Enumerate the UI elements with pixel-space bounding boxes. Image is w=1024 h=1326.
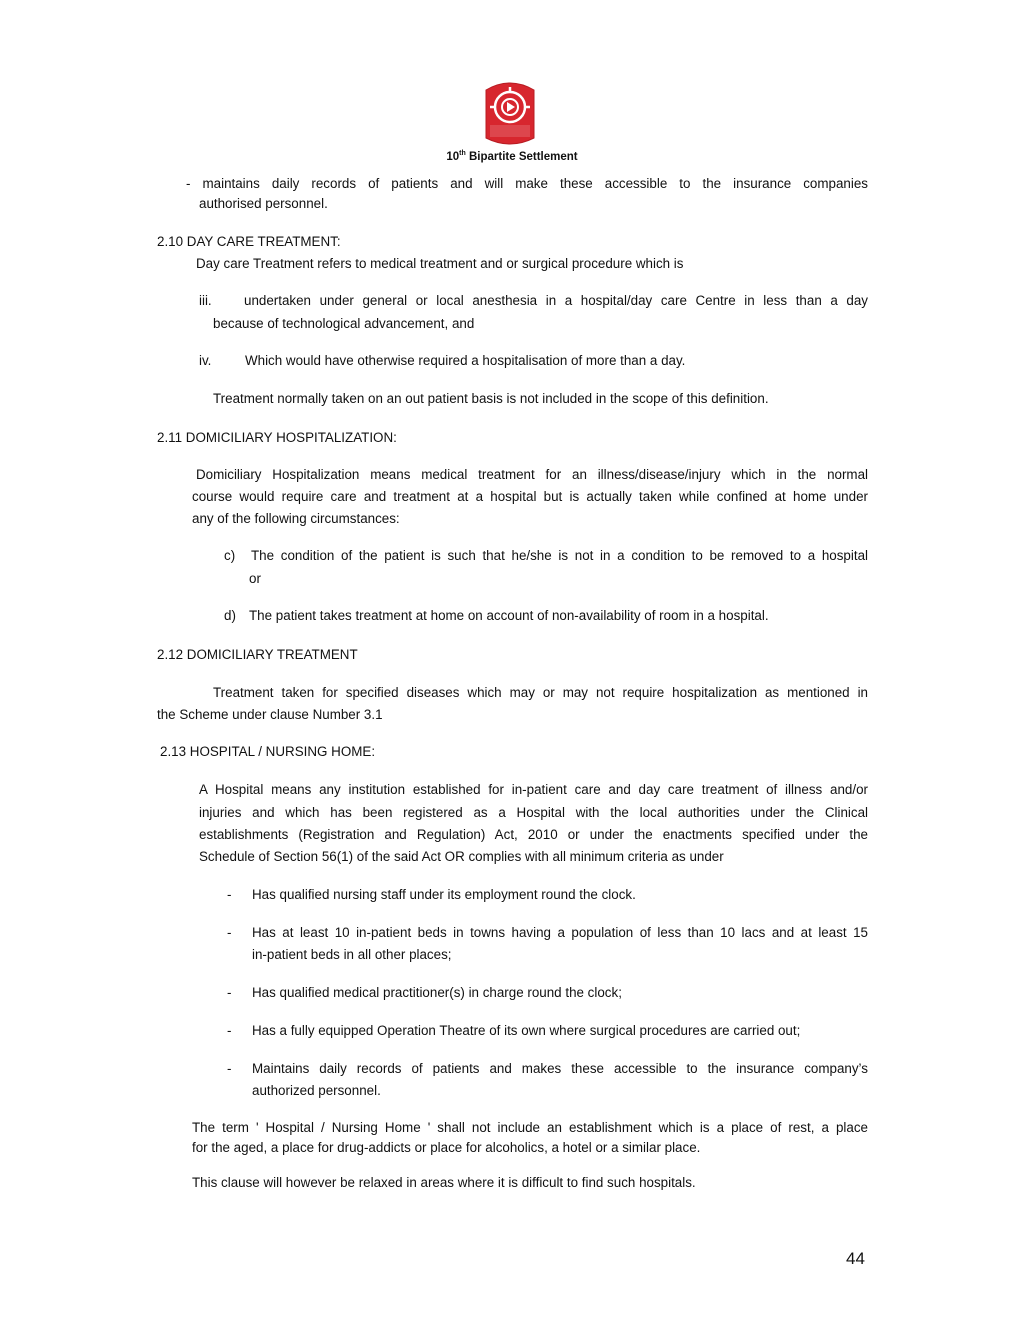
item-d-marker: d)	[224, 608, 236, 623]
bullet-dash: -	[227, 1023, 232, 1038]
section-2-11-para-line-3: any of the following circumstances:	[192, 511, 400, 526]
section-2-11-para-line-1: Domiciliary Hospitalization means medical treatment for an illness/disease/injury which in the normal	[196, 467, 868, 482]
item-c-marker: c)	[224, 548, 236, 563]
section-2-12-heading: 2.12 DOMICILIARY TREATMENT	[157, 647, 358, 662]
page-number: 44	[846, 1249, 865, 1268]
item-iii-line-1: undertaken under general or local anesthesia in a hospital/day care Centre in less than a day	[244, 293, 868, 308]
section-2-13-heading: 2.13 HOSPITAL / NURSING HOME:	[160, 744, 376, 759]
header-sup: th	[459, 150, 466, 157]
bullet-2-line-1: Has at least 10 in-patient beds in towns having a population of less than 10 lacs and at least 15	[252, 925, 868, 940]
bullet-2-line-2: in-patient beds in all other places;	[252, 947, 452, 962]
section-2-10-lead: Day care Treatment refers to medical treatment and or surgical procedure which is	[196, 256, 684, 271]
bullet-5-line-1: Maintains daily records of patients and makes these accessible to the insurance company’s	[252, 1061, 868, 1076]
section-2-13-para-line-3: establishments (Registration and Regulation) Act, 2010 or under the enactments specified under the	[199, 827, 868, 842]
bullet-1-text: Has qualified nursing staff under its employment round the clock.	[252, 887, 636, 902]
section-2-10-note: Treatment normally taken on an out patient basis is not included in the scope of this definition.	[213, 391, 769, 406]
section-2-11-heading: 2.11 DOMICILIARY HOSPITALIZATION:	[157, 430, 397, 445]
section-2-13-para-line-2: injuries and which has been registered as a Hospital with the local authorities under the Clinical	[199, 805, 868, 820]
relax-clause: This clause will however be relaxed in areas where it is difficult to find such hospitals.	[192, 1175, 696, 1190]
term-line-1: The term ' Hospital / Nursing Home ' shall not include an establishment which is a place of rest, a place	[192, 1120, 868, 1135]
bullet-5-line-2: authorized personnel.	[252, 1083, 381, 1098]
bullet-dash: -	[227, 887, 232, 902]
item-c-line-1: The condition of the patient is such that he/she is not in a condition to be removed to a hospital	[251, 548, 868, 563]
header-title: Bipartite Settlement	[468, 150, 578, 163]
item-c-line-2: or	[249, 571, 261, 586]
item-iii-marker: iii.	[199, 293, 212, 308]
bullet-dash: -	[227, 1061, 232, 1076]
item-d-text: The patient takes treatment at home on account of non-availability of room in a hospital.	[249, 608, 769, 623]
intro-line-2: authorised personnel.	[199, 196, 328, 211]
item-iii-line-2: because of technological advancement, and	[213, 316, 475, 331]
item-iv-text: Which would have otherwise required a hospitalisation of more than a day.	[245, 353, 686, 368]
intro-line-1: - maintains daily records of patients and will make these accessible to the insurance companies	[186, 176, 868, 191]
item-iv-marker: iv.	[199, 353, 212, 368]
term-line-2: for the aged, a place for drug-addicts or place for alcoholics, a hotel or a similar place.	[192, 1140, 701, 1155]
bullet-4-text: Has a fully equipped Operation Theatre of its own where surgical procedures are carried out;	[252, 1023, 801, 1038]
section-2-13-para-line-1: A Hospital means any institution established for in-patient care and day care treatment of illness and/or	[199, 782, 868, 797]
document-header	[0, 146, 1024, 165]
section-2-12-line-1: Treatment taken for specified diseases which may or may not require hospitalization as mentioned in	[213, 685, 868, 700]
bullet-dash: -	[227, 985, 232, 1000]
section-2-10-heading: 2.10 DAY CARE TREATMENT:	[157, 234, 341, 249]
aibea-logo	[482, 80, 538, 146]
section-2-13-para-line-4: Schedule of Section 56(1) of the said Act OR complies with all minimum criteria as under	[199, 849, 724, 864]
header-ordinal: 10	[446, 150, 460, 163]
section-2-12-line-2: the Scheme under clause Number 3.1	[157, 707, 383, 722]
bullet-3-text: Has qualified medical practitioner(s) in charge round the clock;	[252, 985, 622, 1000]
section-2-11-para-line-2: course would require care and treatment at a hospital but is actually taken while confined at home under	[192, 489, 868, 504]
bullet-dash: -	[227, 925, 232, 940]
